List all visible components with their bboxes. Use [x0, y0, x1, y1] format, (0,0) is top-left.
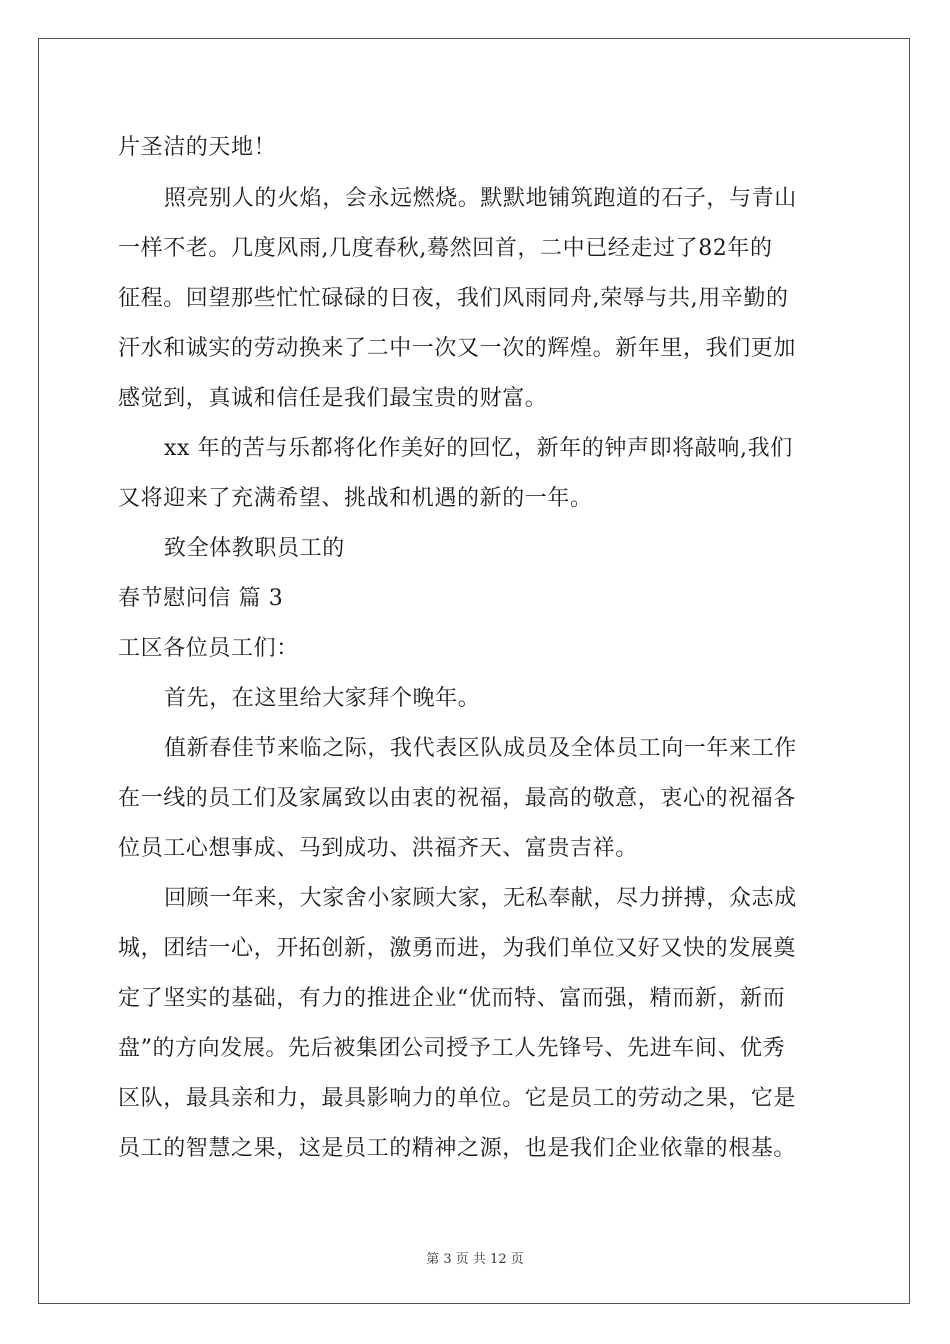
text-line: xx 年的苦与乐都将化作美好的回忆，新年的钟声即将敲响,我们 — [164, 436, 793, 461]
text-line: 汗水和诚实的劳动换来了二中一次又一次的辉煌。新年里，我们更加 — [118, 336, 797, 361]
salutation: 工区各位员工们： — [118, 636, 299, 661]
text-line: 位员工心想事成、马到成功、洪福齐天、富贵吉祥。 — [118, 836, 638, 861]
text-line: 值新春佳节来临之际，我代表区队成员及全体员工向一年来工作 — [164, 736, 797, 761]
text-line: 一样不老。几度风雨,几度春秋,蓦然回首，二中已经走过了82年的 — [118, 236, 773, 261]
text-line: 城，团结一心，开拓创新，激勇而进，为我们单位又好又快的发展奠 — [118, 936, 797, 961]
text-line: 片圣洁的天地！ — [118, 135, 277, 160]
text-line: 回顾一年来，大家舍小家顾大家，无私奉献，尽力拼搏，众志成 — [164, 886, 797, 911]
text-line: 征程。回望那些忙忙碌碌的日夜，我们风雨同舟,荣辱与共,用辛勤的 — [118, 286, 789, 311]
section-heading: 春节慰问信 篇 3 — [118, 586, 284, 611]
text-line: 致全体教职员工的 — [164, 536, 345, 561]
text-line: 区队，最具亲和力，最具影响力的单位。它是员工的劳动之果，它是 — [118, 1086, 797, 1111]
text-line: 又将迎来了充满希望、挑战和机遇的新的一年。 — [118, 486, 593, 511]
text-line: 员工的智慧之果，这是员工的精神之源，也是我们企业依靠的根基。 — [118, 1136, 797, 1161]
text-line: 在一线的员工们及家属致以由衷的祝福，最高的敬意，衷心的祝福各 — [118, 786, 797, 811]
text-line: 盘”的方向发展。先后被集团公司授予工人先锋号、先进车间、优秀 — [118, 1036, 786, 1061]
text-line: 首先，在这里给大家拜个晚年。 — [164, 686, 481, 711]
text-line: 照亮别人的火焰，会永远燃烧。默默地铺筑跑道的石子，与青山 — [164, 186, 797, 211]
text-line: 感觉到，真诚和信任是我们最宝贵的财富。 — [118, 386, 548, 411]
page-footer: 第 3 页 共 12 页 — [426, 1252, 524, 1267]
text-line: 定了坚实的基础，有力的推进企业“优而特、富而强，精而新，新而 — [118, 986, 786, 1011]
